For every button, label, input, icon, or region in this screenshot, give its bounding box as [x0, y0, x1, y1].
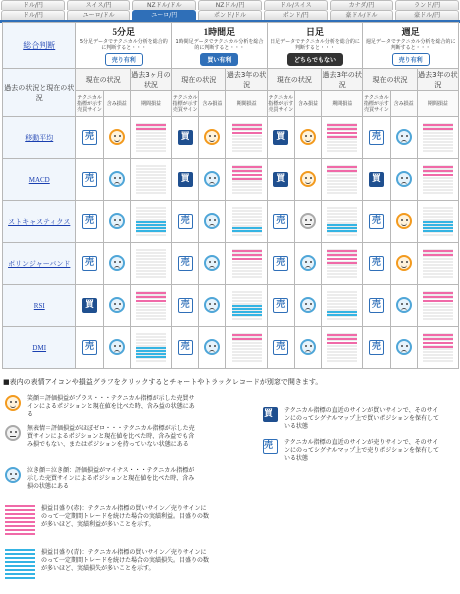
- tab-tabs_row2-3[interactable]: ポンド/ドル: [198, 10, 262, 20]
- pl-scale-mark: [423, 128, 453, 130]
- pl-scale-mark: [136, 227, 166, 229]
- smile-face-icon[interactable]: [109, 129, 125, 145]
- face-cell[interactable]: [199, 117, 226, 159]
- past-label: 過去3年の状況: [322, 70, 362, 89]
- pl-graph[interactable]: [423, 122, 453, 152]
- face-cell[interactable]: [390, 117, 417, 159]
- legend-sell: 売 テクニカル指標の直近のサインが売りサインで、そのサインにのってシグナルマップ上で売りポジションを保有している状態: [264, 439, 440, 462]
- signal-sub: テクニカル指標が示す売買サイン: [267, 91, 294, 117]
- tab-tabs_row2-0[interactable]: ドル/円: [1, 10, 65, 20]
- buy-icon[interactable]: 買: [369, 172, 384, 187]
- sad-face-icon: [5, 467, 21, 483]
- signal-cell[interactable]: [267, 159, 294, 201]
- legend-neutral: 無表情＝評価損益がほぼゼロ・・・テクニカル指標が示した売買サインによるポジションと現在値を比べた時、含み益でも含み損でもない、またはポジションを持っていない状態にある: [5, 425, 197, 449]
- face-cell[interactable]: [294, 285, 321, 327]
- sell-icon[interactable]: 売: [369, 340, 384, 355]
- pl-graph[interactable]: [327, 122, 357, 152]
- period-sub: 期間損益: [322, 91, 363, 117]
- signal-cell[interactable]: [363, 243, 390, 285]
- signal-cell[interactable]: [172, 117, 199, 159]
- pl-graph[interactable]: [136, 248, 166, 278]
- table-row: [3, 159, 459, 201]
- tab-row-1: [0, 0, 460, 10]
- pl-scale-mark: [423, 334, 453, 336]
- sell-icon[interactable]: 売: [178, 256, 193, 271]
- pl-scale-mark: [423, 346, 453, 348]
- smile-face-icon: [5, 395, 21, 411]
- pl-scale-mark: [327, 342, 357, 344]
- pl-sub: 含み損益: [199, 91, 226, 117]
- pl-graph[interactable]: [136, 122, 166, 152]
- pl-scale-mark: [136, 124, 166, 126]
- signal-cell[interactable]: [363, 159, 390, 201]
- pl-scale-mark: [232, 254, 262, 256]
- now-label: 現在の状況: [363, 69, 417, 91]
- table-row: [3, 201, 459, 243]
- pl-scale-mark: [327, 338, 357, 340]
- table-row: [3, 285, 459, 327]
- graph-cell[interactable]: [226, 159, 267, 201]
- pl-scale-mark: [232, 174, 262, 176]
- pl-scale-mark: [327, 230, 357, 232]
- pl-scale-mark: [327, 262, 357, 264]
- pl-graph[interactable]: [423, 248, 453, 278]
- graph-cell[interactable]: [226, 327, 267, 369]
- sell-icon[interactable]: 売: [82, 130, 97, 145]
- signal-cell[interactable]: [76, 201, 103, 243]
- sell-icon[interactable]: 売: [178, 340, 193, 355]
- neutral-face-icon: [5, 425, 21, 441]
- sell-icon[interactable]: 売: [369, 214, 384, 229]
- pl-scale-mark: [232, 170, 262, 172]
- legend-buy: 買 テクニカル指標の直近のサインが買いサインで、そのサインにのってシグナルマップ上で買いポジションを保有している状態: [264, 407, 440, 430]
- signal-map-table: [2, 22, 459, 369]
- profit-scale-icon: [5, 505, 35, 535]
- tab-tabs_row2-4[interactable]: ポンド/円: [264, 10, 328, 20]
- legend: [3, 377, 458, 572]
- pl-scale-mark: [232, 250, 262, 252]
- past-label: 過去3ヶ月の状況: [131, 70, 171, 89]
- verdict-button[interactable]: どちらでもない: [287, 53, 343, 66]
- sad-face-icon[interactable]: [204, 297, 220, 313]
- verdict-button[interactable]: 買い有利: [200, 53, 238, 66]
- tab-tabs_row2-2[interactable]: ユーロ/円: [132, 10, 196, 20]
- face-cell[interactable]: [199, 201, 226, 243]
- sell-icon[interactable]: 売: [178, 214, 193, 229]
- sad-face-icon[interactable]: [204, 339, 220, 355]
- sad-face-icon[interactable]: [109, 255, 125, 271]
- pl-graph[interactable]: [327, 206, 357, 236]
- graph-cell[interactable]: [417, 159, 458, 201]
- loss-scale-icon: [5, 549, 35, 579]
- tab-tabs_row1-0[interactable]: ドル/円: [1, 0, 65, 10]
- verdict-button[interactable]: 売り有利: [392, 53, 430, 66]
- table-row: [3, 327, 459, 369]
- pl-scale-mark: [423, 174, 453, 176]
- pl-scale-mark: [327, 124, 357, 126]
- period-sub: 期間損益: [226, 91, 267, 117]
- signal-cell[interactable]: [267, 243, 294, 285]
- sell-icon[interactable]: 売: [82, 214, 97, 229]
- indicator-link[interactable]: MACD: [3, 159, 76, 201]
- signal-cell[interactable]: [363, 327, 390, 369]
- pl-scale-mark: [423, 124, 453, 126]
- sad-face-icon[interactable]: [396, 339, 412, 355]
- indicator-link[interactable]: DMI: [3, 327, 76, 369]
- period-title: 週足: [401, 27, 420, 37]
- period-header-2: [267, 23, 363, 69]
- pl-graph[interactable]: [423, 332, 453, 362]
- face-cell[interactable]: [390, 327, 417, 369]
- now-label: 現在の状況: [76, 69, 130, 91]
- graph-cell[interactable]: [322, 159, 363, 201]
- pl-scale-mark: [232, 124, 262, 126]
- face-cell[interactable]: [103, 117, 130, 159]
- sad-face-icon[interactable]: [300, 297, 316, 313]
- pl-scale-mark: [136, 230, 166, 232]
- graph-cell[interactable]: [417, 117, 458, 159]
- face-cell[interactable]: [103, 327, 130, 369]
- pl-graph[interactable]: [327, 290, 357, 320]
- table-row: [3, 243, 459, 285]
- face-cell[interactable]: [199, 243, 226, 285]
- signal-cell[interactable]: [76, 117, 103, 159]
- pl-scale-mark: [232, 132, 262, 134]
- buy-icon[interactable]: 買: [273, 172, 288, 187]
- sad-face-icon[interactable]: [300, 255, 316, 271]
- sell-icon[interactable]: 売: [82, 256, 97, 271]
- graph-cell[interactable]: [322, 117, 363, 159]
- pl-scale-mark: [327, 128, 357, 130]
- signal-cell[interactable]: [172, 201, 199, 243]
- sell-icon: 売: [263, 439, 278, 454]
- pl-scale-mark: [423, 296, 453, 298]
- pl-scale-mark: [327, 314, 357, 316]
- signal-cell[interactable]: [267, 201, 294, 243]
- face-cell[interactable]: [294, 327, 321, 369]
- pl-scale-mark: [136, 292, 166, 294]
- pl-scale-mark: [327, 227, 357, 229]
- graph-cell[interactable]: [130, 159, 171, 201]
- sad-face-icon[interactable]: [396, 297, 412, 313]
- pl-scale-mark: [136, 128, 166, 130]
- sell-icon[interactable]: 売: [369, 298, 384, 313]
- indicator-link[interactable]: RSI: [3, 285, 76, 327]
- tab-tabs_row1-5[interactable]: カナダ/円: [330, 0, 394, 10]
- face-cell[interactable]: [390, 243, 417, 285]
- signal-cell[interactable]: [172, 243, 199, 285]
- now-label: 現在の状況: [267, 69, 321, 91]
- pl-graph[interactable]: [232, 206, 262, 236]
- pl-scale-mark: [423, 250, 453, 252]
- pl-scale-mark: [327, 132, 357, 134]
- sad-face-icon[interactable]: [396, 171, 412, 187]
- buy-icon: 買: [263, 407, 278, 422]
- graph-cell[interactable]: [130, 201, 171, 243]
- sad-face-icon[interactable]: [109, 213, 125, 229]
- sad-face-icon[interactable]: [396, 129, 412, 145]
- period-header-3: [363, 23, 459, 69]
- face-cell[interactable]: [294, 117, 321, 159]
- pl-scale-mark: [327, 254, 357, 256]
- pl-graph[interactable]: [327, 332, 357, 362]
- period-header-1: [172, 23, 268, 69]
- period-desc: 5分足データでテクニカル分析を総合的に判断すると・・・: [79, 39, 168, 51]
- pl-scale-mark: [423, 300, 453, 302]
- signal-cell[interactable]: [172, 327, 199, 369]
- signal-cell[interactable]: [76, 243, 103, 285]
- signal-cell[interactable]: [172, 285, 199, 327]
- sell-icon[interactable]: 売: [82, 172, 97, 187]
- face-cell[interactable]: [103, 159, 130, 201]
- indicator-link[interactable]: ストキャスティクス: [3, 201, 76, 243]
- sad-face-icon[interactable]: [109, 297, 125, 313]
- pl-scale-mark: [327, 170, 357, 172]
- graph-cell[interactable]: [130, 117, 171, 159]
- graph-cell[interactable]: [417, 243, 458, 285]
- graph-cell[interactable]: [322, 285, 363, 327]
- tab-tabs_row1-4[interactable]: ドル/スイス: [264, 0, 328, 10]
- sell-icon[interactable]: 売: [273, 256, 288, 271]
- pl-scale-mark: [232, 227, 262, 229]
- smile-face-icon[interactable]: [396, 213, 412, 229]
- pl-graph[interactable]: [327, 164, 357, 194]
- pl-graph[interactable]: [423, 290, 453, 320]
- pl-graph[interactable]: [423, 164, 453, 194]
- sell-icon[interactable]: 売: [273, 214, 288, 229]
- face-cell[interactable]: [390, 201, 417, 243]
- pl-scale-mark: [327, 258, 357, 260]
- pl-scale-mark: [423, 170, 453, 172]
- pl-scale-mark: [423, 292, 453, 294]
- pl-scale-mark: [327, 250, 357, 252]
- pl-scale-mark: [136, 300, 166, 302]
- face-cell[interactable]: [390, 159, 417, 201]
- signal-cell[interactable]: [363, 285, 390, 327]
- face-cell[interactable]: [390, 285, 417, 327]
- graph-cell[interactable]: [226, 201, 267, 243]
- pl-sub: 含み損益: [103, 91, 130, 117]
- pl-scale-mark: [136, 347, 166, 349]
- tab-tabs_row1-1[interactable]: スイス/円: [67, 0, 131, 10]
- pl-graph[interactable]: [136, 206, 166, 236]
- pl-scale-mark: [136, 296, 166, 298]
- pl-scale-mark: [423, 338, 453, 340]
- tab-tabs_row1-6[interactable]: ランド/円: [395, 0, 459, 10]
- pl-graph[interactable]: [423, 206, 453, 236]
- verdict-button[interactable]: 売り有利: [105, 53, 143, 66]
- buy-icon[interactable]: 買: [82, 298, 97, 313]
- legend-good: 笑顔＝評価損益がプラス・・・テクニカル指標が示した売買サインによるポジションと現在値を比べた時、含み益の状態にある: [5, 395, 197, 419]
- past-label: 過去3年の状況: [418, 70, 458, 89]
- pl-scale-mark: [136, 356, 166, 358]
- pl-scale-mark: [232, 311, 262, 313]
- graph-cell[interactable]: [322, 201, 363, 243]
- sad-face-icon[interactable]: [109, 339, 125, 355]
- pl-scale-mark: [327, 224, 357, 226]
- now-label: 現在の状況: [172, 69, 226, 91]
- buy-icon[interactable]: 買: [178, 172, 193, 187]
- table-row: [3, 117, 459, 159]
- pl-sub: 含み損益: [390, 91, 417, 117]
- buy-icon[interactable]: 買: [178, 130, 193, 145]
- pl-graph[interactable]: [232, 290, 262, 320]
- signal-cell[interactable]: [363, 117, 390, 159]
- legend-bad: 泣き顔＝泣き顔：評価損益がマイナス・・・テクニカル指標が示した売買サインによるポジションと現在値を比べた時、含み損の状態にある: [5, 467, 197, 491]
- pl-scale-mark: [423, 224, 453, 226]
- graph-cell[interactable]: [226, 285, 267, 327]
- pl-scale-mark: [423, 254, 453, 256]
- graph-cell[interactable]: [417, 201, 458, 243]
- tab-tabs_row2-5[interactable]: 豪ドル/ドル: [330, 10, 394, 20]
- pl-scale-mark: [232, 166, 262, 168]
- signal-cell[interactable]: [172, 159, 199, 201]
- pl-graph[interactable]: [136, 332, 166, 362]
- signal-cell[interactable]: [267, 117, 294, 159]
- signal-cell[interactable]: [76, 327, 103, 369]
- pl-scale-mark: [423, 227, 453, 229]
- period-sub: 期間損益: [417, 91, 458, 117]
- signal-cell[interactable]: [76, 285, 103, 327]
- signal-cell[interactable]: [267, 327, 294, 369]
- pl-scale-mark: [136, 353, 166, 355]
- signal-sub: テクニカル指標が示す売買サイン: [76, 91, 103, 117]
- pl-scale-mark: [423, 342, 453, 344]
- pl-scale-mark: [423, 166, 453, 168]
- pl-scale-mark: [423, 221, 453, 223]
- pl-scale-mark: [232, 334, 262, 336]
- smile-face-icon[interactable]: [300, 129, 316, 145]
- pl-graph[interactable]: [232, 164, 262, 194]
- sad-face-icon[interactable]: [109, 171, 125, 187]
- face-cell[interactable]: [103, 285, 130, 327]
- neutral-face-icon[interactable]: [300, 213, 316, 229]
- graph-cell[interactable]: [322, 327, 363, 369]
- sell-icon[interactable]: 売: [369, 130, 384, 145]
- sell-icon[interactable]: 売: [273, 340, 288, 355]
- sell-icon[interactable]: 売: [369, 256, 384, 271]
- pl-scale-mark: [232, 230, 262, 232]
- period-desc: 日足データでテクニカル分析を総合的に判断すると・・・: [270, 39, 360, 51]
- smile-face-icon[interactable]: [204, 129, 220, 145]
- period-header-0: [76, 23, 172, 69]
- pl-scale-mark: [136, 350, 166, 352]
- sogo-link[interactable]: 総合判断: [3, 23, 76, 69]
- pl-sub: 含み損益: [294, 91, 321, 117]
- pl-graph[interactable]: [136, 290, 166, 320]
- pl-scale-mark: [232, 128, 262, 130]
- pl-scale-mark: [327, 136, 357, 138]
- left-row-header: 過去の状況と現在の状況: [3, 69, 76, 117]
- legend-pink: 損益目盛り(赤)：テクニカル指標の買いサイン／売りサインにのって一定期間トレードを続けた場合の実績利益。目盛りの数が多いほど、実績利益が多いことを示す。: [5, 505, 211, 535]
- currency-tabs: [0, 0, 460, 23]
- period-desc: 週足データでテクニカル分析を総合的に判断すると・・・: [365, 39, 456, 51]
- period-title: 1時間足: [203, 27, 236, 37]
- past-label: 過去3年の状況: [226, 70, 267, 89]
- face-cell[interactable]: [294, 243, 321, 285]
- pl-graph[interactable]: [232, 122, 262, 152]
- pl-scale-mark: [232, 305, 262, 307]
- face-cell[interactable]: [103, 201, 130, 243]
- period-desc: 1時間足データでテクニカル分析を総合的に判断すると・・・: [175, 39, 264, 51]
- sad-face-icon[interactable]: [204, 171, 220, 187]
- graph-cell[interactable]: [226, 243, 267, 285]
- period-title: 5分足: [112, 27, 136, 37]
- graph-cell[interactable]: [130, 243, 171, 285]
- pl-scale-mark: [327, 166, 357, 168]
- pl-graph[interactable]: [327, 248, 357, 278]
- pl-scale-mark: [232, 314, 262, 316]
- smile-face-icon[interactable]: [300, 171, 316, 187]
- period-sub: 期間損益: [130, 91, 171, 117]
- indicator-link[interactable]: 移動平均: [3, 117, 76, 159]
- pl-scale-mark: [232, 258, 262, 260]
- signal-cell[interactable]: [363, 201, 390, 243]
- buy-icon[interactable]: 買: [273, 130, 288, 145]
- sad-face-icon[interactable]: [300, 339, 316, 355]
- pl-graph[interactable]: [232, 332, 262, 362]
- sell-icon[interactable]: 売: [82, 340, 97, 355]
- face-cell[interactable]: [199, 159, 226, 201]
- pl-graph[interactable]: [136, 164, 166, 194]
- period-title: 日足: [306, 27, 325, 37]
- face-cell[interactable]: [103, 243, 130, 285]
- face-cell[interactable]: [294, 201, 321, 243]
- graph-cell[interactable]: [417, 285, 458, 327]
- pl-scale-mark: [327, 311, 357, 313]
- legend-blue: 損益目盛り(青)：テクニカル指標の買いサイン／売りサインにのって一定期間トレードを続けた場合の実績損失。目盛りの数が多いほど、実績損失が多いことを示す。: [5, 549, 211, 579]
- pl-scale-mark: [232, 338, 262, 340]
- pl-graph[interactable]: [232, 248, 262, 278]
- tab-tabs_row2-1[interactable]: ユーロ/ドル: [67, 10, 131, 20]
- pl-scale-mark: [327, 334, 357, 336]
- signal-cell[interactable]: [76, 159, 103, 201]
- tab-tabs_row1-3[interactable]: NZドル/円: [198, 0, 262, 10]
- pl-scale-mark: [423, 230, 453, 232]
- sell-icon[interactable]: 売: [273, 298, 288, 313]
- face-cell[interactable]: [294, 159, 321, 201]
- pl-scale-mark: [232, 308, 262, 310]
- tab-row-2: [0, 10, 460, 20]
- tab-tabs_row1-2[interactable]: NZドル/ドル: [132, 0, 196, 10]
- graph-cell[interactable]: [226, 117, 267, 159]
- signal-cell[interactable]: [267, 285, 294, 327]
- graph-cell[interactable]: [130, 327, 171, 369]
- sad-face-icon[interactable]: [204, 255, 220, 271]
- smile-face-icon[interactable]: [396, 255, 412, 271]
- indicator-link[interactable]: ボリンジャーバンド: [3, 243, 76, 285]
- pl-scale-mark: [136, 224, 166, 226]
- graph-cell[interactable]: [322, 243, 363, 285]
- legend-title: ■表内の表情アイコンや損益グラフをクリックするとチャートやトラックレコードが別窓で開きます。: [3, 378, 323, 386]
- graph-cell[interactable]: [417, 327, 458, 369]
- pl-scale-mark: [232, 178, 262, 180]
- signal-sub: テクニカル指標が示す売買サイン: [172, 91, 199, 117]
- face-cell[interactable]: [199, 285, 226, 327]
- face-cell[interactable]: [199, 327, 226, 369]
- graph-cell[interactable]: [130, 285, 171, 327]
- pl-scale-mark: [136, 221, 166, 223]
- signal-sub: テクニカル指標が示す売買サイン: [363, 91, 390, 117]
- sell-icon[interactable]: 売: [178, 298, 193, 313]
- tab-tabs_row2-6[interactable]: 豪ドル/円: [395, 10, 459, 20]
- sad-face-icon[interactable]: [204, 213, 220, 229]
